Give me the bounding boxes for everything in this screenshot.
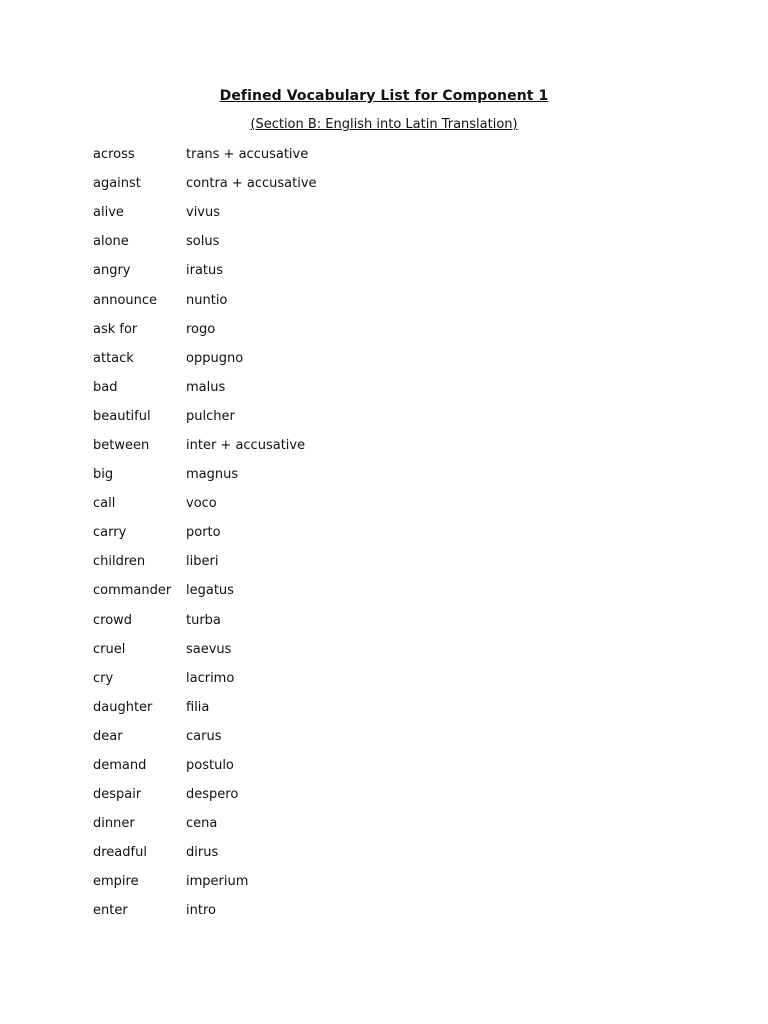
vocabulary-row (93, 431, 317, 460)
latin-translation: postulo (186, 758, 234, 774)
latin-translation: inter + accusative (186, 437, 306, 453)
latin-translation: solus (186, 234, 220, 250)
vocabulary-row (93, 722, 317, 751)
latin-translation: voco (186, 496, 217, 512)
english-word: daughter (93, 699, 153, 715)
english-word: commander (93, 583, 172, 599)
latin-translation: iratus (186, 263, 224, 279)
page-title: Defined Vocabulary List for Component 1 (219, 88, 549, 104)
vocabulary-row (93, 518, 317, 547)
vocabulary-row (93, 460, 317, 489)
vocabulary-row (93, 838, 317, 867)
vocabulary-row (93, 489, 317, 518)
latin-translation: liberi (186, 554, 219, 570)
english-word: alive (93, 205, 124, 221)
latin-translation: oppugno (186, 350, 244, 366)
latin-translation: legatus (186, 583, 234, 599)
english-word: children (93, 554, 146, 570)
vocabulary-list (93, 140, 317, 926)
vocabulary-row (93, 664, 317, 693)
vocabulary-row (93, 140, 317, 169)
vocabulary-row (93, 402, 317, 431)
latin-translation: imperium (186, 874, 249, 890)
vocabulary-row (93, 198, 317, 227)
latin-translation: turba (186, 612, 221, 628)
english-word: angry (93, 263, 131, 279)
vocabulary-row (93, 896, 317, 925)
vocabulary-row (93, 285, 317, 314)
english-word: bad (93, 379, 118, 395)
latin-translation: intro (186, 903, 216, 919)
english-word: carry (93, 525, 127, 541)
vocabulary-row (93, 576, 317, 605)
english-word: attack (93, 350, 134, 366)
vocabulary-row (93, 809, 317, 838)
vocabulary-row (93, 256, 317, 285)
vocabulary-row (93, 344, 317, 373)
vocabulary-row (93, 547, 317, 576)
vocabulary-row (93, 751, 317, 780)
latin-translation: despero (186, 787, 239, 803)
latin-translation: pulcher (186, 408, 235, 424)
vocabulary-row (93, 606, 317, 635)
latin-translation: contra + accusative (186, 176, 317, 192)
vocabulary-row (93, 373, 317, 402)
english-word: across (93, 147, 135, 163)
english-word: big (93, 467, 114, 483)
vocabulary-row (93, 315, 317, 344)
english-word: empire (93, 874, 139, 890)
english-word: ask for (93, 321, 138, 337)
latin-translation: rogo (186, 321, 216, 337)
english-word: dinner (93, 816, 135, 832)
english-word: demand (93, 758, 147, 774)
latin-translation: lacrimo (186, 670, 235, 686)
latin-translation: dirus (186, 845, 219, 861)
vocabulary-row (93, 635, 317, 664)
english-word: cruel (93, 641, 126, 657)
latin-translation: nuntio (186, 292, 228, 308)
vocabulary-row (93, 227, 317, 256)
vocabulary-row (93, 780, 317, 809)
english-word: alone (93, 234, 129, 250)
english-word: announce (93, 292, 158, 308)
latin-translation: carus (186, 728, 222, 744)
vocabulary-row (93, 693, 317, 722)
latin-translation: cena (186, 816, 218, 832)
english-word: between (93, 437, 150, 453)
latin-translation: magnus (186, 467, 239, 483)
latin-translation: saevus (186, 641, 232, 657)
english-word: despair (93, 787, 142, 803)
english-word: dreadful (93, 845, 147, 861)
latin-translation: trans + accusative (186, 147, 309, 163)
vocabulary-row (93, 169, 317, 198)
vocabulary-row (93, 867, 317, 896)
english-word: beautiful (93, 408, 151, 424)
english-word: enter (93, 903, 128, 919)
latin-translation: malus (186, 379, 226, 395)
english-word: against (93, 176, 141, 192)
latin-translation: porto (186, 525, 221, 541)
latin-translation: filia (186, 699, 210, 715)
english-word: call (93, 496, 116, 512)
english-word: dear (93, 728, 123, 744)
english-word: cry (93, 670, 114, 686)
english-word: crowd (93, 612, 133, 628)
latin-translation: vivus (186, 205, 221, 221)
page-subtitle: (Section B: English into Latin Translation) (250, 117, 518, 132)
